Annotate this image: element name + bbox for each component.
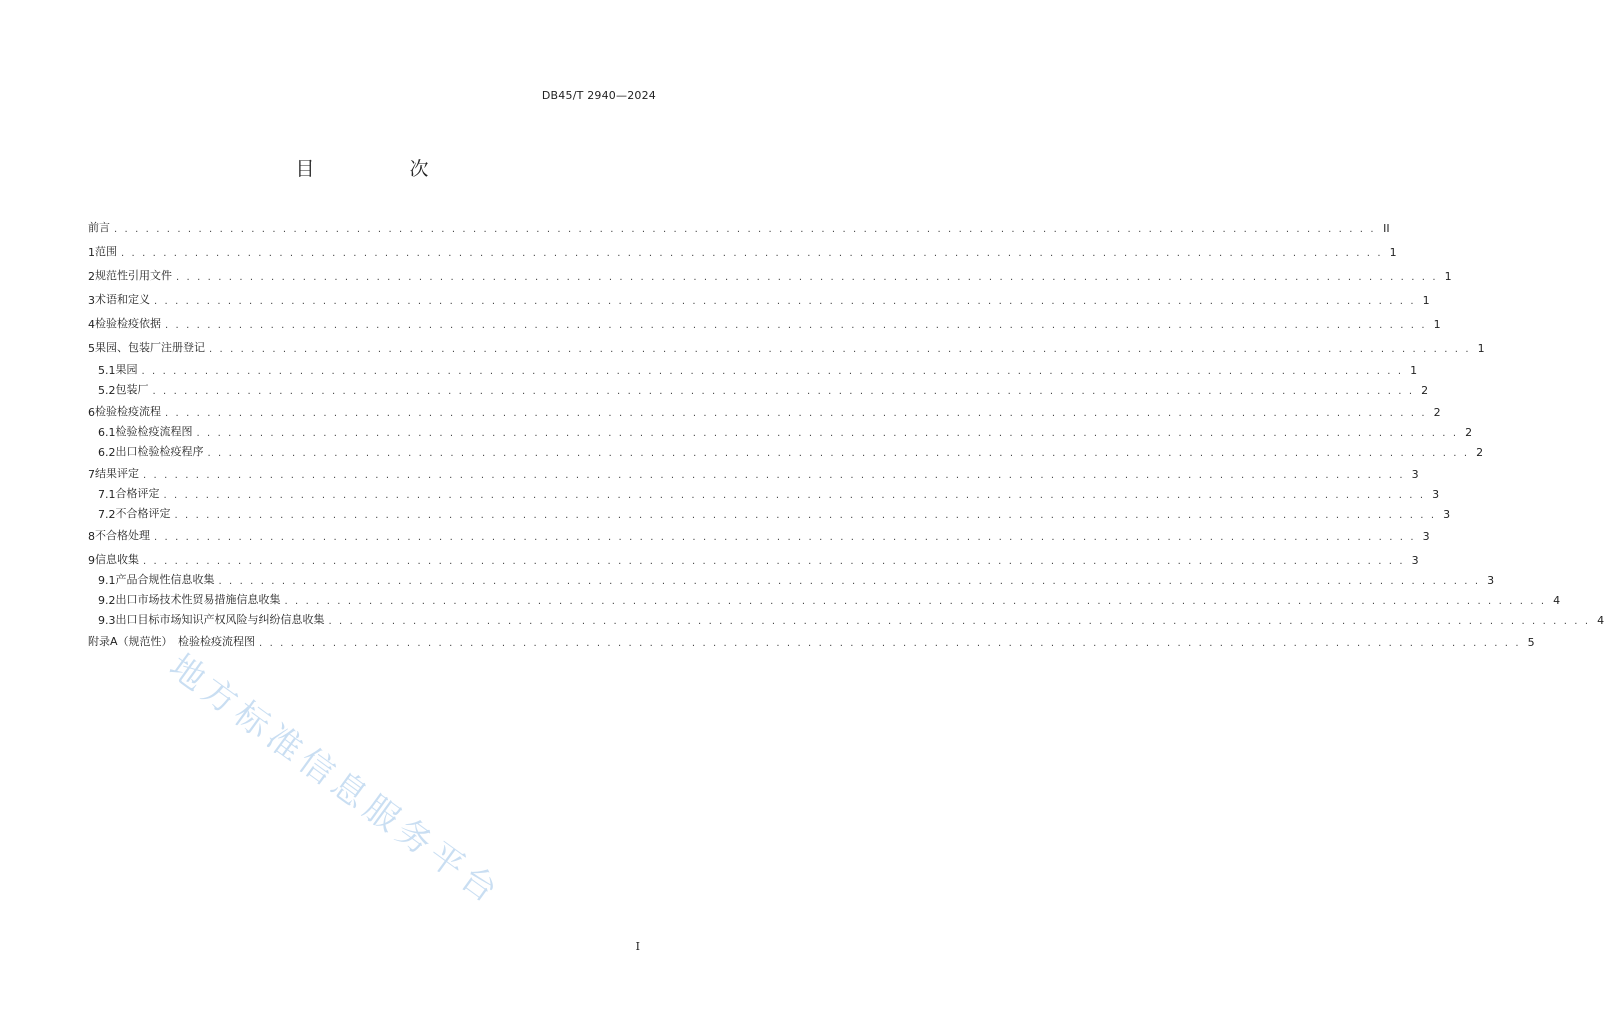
toc-entry-label: 不合格评定 bbox=[115, 507, 171, 520]
toc-entry-label: 果园 bbox=[115, 363, 138, 376]
toc-entry-number: 9 bbox=[88, 554, 95, 567]
toc-entry[interactable] bbox=[88, 549, 1419, 567]
toc-entry-number: 6 bbox=[88, 406, 95, 419]
toc-entry-page: 1 bbox=[1422, 294, 1430, 307]
toc-entry-label: 出口市场技术性贸易措施信息收集 bbox=[115, 593, 281, 606]
toc-entry[interactable] bbox=[98, 379, 1429, 397]
toc-entry-page: 3 bbox=[1443, 508, 1451, 521]
toc-entry-page: 2 bbox=[1421, 384, 1429, 397]
toc-entry-page: 2 bbox=[1465, 426, 1473, 439]
toc-leader-dots: . . . . . . . . . . . . . . . . . . . . . . . . . . . . . . . . . . . . . . . . . . . . . . . . . . . . . . . . . . . . . . . . . . . . . . . . . . . . . . . . . . . . . . . . . . . . . . . . . . . . . . . . . . . . . . . . . . . . . . . . bbox=[176, 272, 1438, 283]
toc-entry[interactable] bbox=[98, 441, 1484, 459]
toc-entry-label: 检验检疫依据 bbox=[95, 317, 161, 330]
toc-leader-dots: . . . . . . . . . . . . . . . . . . . . . . . . . . . . . . . . . . . . . . . . . . . . . . . . . . . . . . . . . . . . . . . . . . . . . . . . . . . . . . . . . . . . . . . . . . . . . . . . . . . . . . . . . . . . . . . . . . . . . . . . bbox=[121, 248, 1383, 259]
toc-leader-dots: . . . . . . . . . . . . . . . . . . . . . . . . . . . . . . . . . . . . . . . . . . . . . . . . . . . . . . . . . . . . . . . . . . . . . . . . . . . . . . . . . . . . . . . . . . . . . . . . . . . . . . . . . . . . . . . . . . . . . . . . bbox=[284, 596, 1547, 607]
toc-entry[interactable] bbox=[88, 463, 1419, 481]
toc-entry[interactable] bbox=[88, 217, 1390, 235]
toc-entry-number: 3 bbox=[88, 294, 95, 307]
toc-entry-page: 1 bbox=[1444, 270, 1452, 283]
toc-entry-label: 包装厂 bbox=[115, 383, 149, 396]
toc-entry[interactable] bbox=[88, 401, 1441, 419]
page-number: I bbox=[635, 940, 640, 953]
toc-leader-dots: . . . . . . . . . . . . . . . . . . . . . . . . . . . . . . . . . . . . . . . . . . . . . . . . . . . . . . . . . . . . . . . . . . . . . . . . . . . . . . . . . . . . . . . . . . . . . . . . . . . . . . . . . . . . . . . . . . . . . . . . bbox=[165, 320, 1427, 331]
toc-entry-page: 5 bbox=[1527, 636, 1535, 649]
toc-leader-dots: . . . . . . . . . . . . . . . . . . . . . . . . . . . . . . . . . . . . . . . . . . . . . . . . . . . . . . . . . . . . . . . . . . . . . . . . . . . . . . . . . . . . . . . . . . . . . . . . . . . . . . . . . . . . . . . . . . . . . . . . bbox=[207, 448, 1470, 459]
toc-entry[interactable] bbox=[88, 337, 1485, 355]
toc-entry-page: 1 bbox=[1410, 364, 1418, 377]
toc-leader-dots: . . . . . . . . . . . . . . . . . . . . . . . . . . . . . . . . . . . . . . . . . . . . . . . . . . . . . . . . . . . . . . . . . . . . . . . . . . . . . . . . . . . . . . . . . . . . . . . . . . . . . . . . . . . . . . . . . . . . . . . . bbox=[154, 296, 1416, 307]
toc-entry-number: 6.2 bbox=[98, 446, 116, 459]
toc-entry-page: 2 bbox=[1433, 406, 1441, 419]
toc-entry[interactable] bbox=[98, 359, 1418, 377]
toc-leader-dots: . . . . . . . . . . . . . . . . . . . . . . . . . . . . . . . . . . . . . . . . . . . . . . . . . . . . . . . . . . . . . . . . . . . . . . . . . . . . . . . . . . . . . . . . . . . . . . . . . . . . . . . . . . . . . . . . . . . . . . . . bbox=[154, 532, 1416, 543]
toc-entry-page: 3 bbox=[1487, 574, 1495, 587]
toc-entry[interactable] bbox=[98, 589, 1561, 607]
toc-entry-page: II bbox=[1383, 222, 1390, 235]
toc-entry-label: 产品合规性信息收集 bbox=[115, 573, 215, 586]
toc-entry-number: 5 bbox=[88, 342, 95, 355]
toc-leader-dots: . . . . . . . . . . . . . . . . . . . . . . . . . . . . . . . . . . . . . . . . . . . . . . . . . . . . . . . . . . . . . . . . . . . . . . . . . . . . . . . . . . . . . . . . . . . . . . . . . . . . . . . . . . . . . . . . . . . . . . . . bbox=[209, 344, 1471, 355]
toc-entry[interactable] bbox=[88, 241, 1397, 259]
toc-entry-number: 9.3 bbox=[98, 614, 116, 627]
toc-leader-dots: . . . . . . . . . . . . . . . . . . . . . . . . . . . . . . . . . . . . . . . . . . . . . . . . . . . . . . . . . . . . . . . . . . . . . . . . . . . . . . . . . . . . . . . . . . . . . . . . . . . . . . . . . . . . . . . . . . . . . . . . bbox=[114, 224, 1376, 235]
toc-entry-page: 3 bbox=[1432, 488, 1440, 501]
toc-entry-number: 2 bbox=[88, 270, 95, 283]
toc-entry-label: 出口目标市场知识产权风险与纠纷信息收集 bbox=[115, 613, 325, 626]
toc-entry-label: 检验检疫流程 bbox=[95, 405, 161, 418]
toc-entry-label: 信息收集 bbox=[95, 553, 139, 566]
toc-entry-label: 前言 bbox=[88, 221, 110, 234]
toc-leader-dots: . . . . . . . . . . . . . . . . . . . . . . . . . . . . . . . . . . . . . . . . . . . . . . . . . . . . . . . . . . . . . . . . . . . . . . . . . . . . . . . . . . . . . . . . . . . . . . . . . . . . . . . . . . . . . . . . . . . . . . . . bbox=[259, 638, 1521, 649]
toc-entry-number: 5.2 bbox=[98, 384, 116, 397]
toc-leader-dots: . . . . . . . . . . . . . . . . . . . . . . . . . . . . . . . . . . . . . . . . . . . . . . . . . . . . . . . . . . . . . . . . . . . . . . . . . . . . . . . . . . . . . . . . . . . . . . . . . . . . . . . . . . . . . . . . . . . . . . . . bbox=[218, 576, 1481, 587]
toc-entry-page: 3 bbox=[1411, 468, 1419, 481]
watermark-text: 地方标准信息服务平台 bbox=[161, 646, 509, 914]
toc-entry-label: 合格评定 bbox=[115, 487, 160, 500]
toc-entry-page: 1 bbox=[1433, 318, 1441, 331]
toc-entry[interactable] bbox=[98, 503, 1451, 521]
toc-entry[interactable] bbox=[88, 313, 1441, 331]
toc-leader-dots: . . . . . . . . . . . . . . . . . . . . . . . . . . . . . . . . . . . . . . . . . . . . . . . . . . . . . . . . . . . . . . . . . . . . . . . . . . . . . . . . . . . . . . . . . . . . . . . . . . . . . . . . . . . . . . . . . . . . . . . . bbox=[163, 490, 1426, 501]
toc-entry[interactable] bbox=[88, 289, 1430, 307]
toc-entry[interactable] bbox=[88, 631, 1535, 649]
toc-entry-number: 4 bbox=[88, 318, 95, 331]
toc-entry-number: 8 bbox=[88, 530, 95, 543]
toc-entry-label: 附录A（规范性） 检验检疫流程图 bbox=[88, 635, 256, 648]
toc-entry[interactable] bbox=[98, 421, 1473, 439]
toc-entry-label: 果园、包装厂注册登记 bbox=[95, 341, 205, 354]
toc-entry-number: 5.1 bbox=[98, 364, 116, 377]
toc-entry-number: 7.2 bbox=[98, 508, 116, 521]
toc-entry[interactable] bbox=[88, 265, 1452, 283]
toc-entry[interactable] bbox=[98, 609, 1604, 627]
toc-leader-dots: . . . . . . . . . . . . . . . . . . . . . . . . . . . . . . . . . . . . . . . . . . . . . . . . . . . . . . . . . . . . . . . . . . . . . . . . . . . . . . . . . . . . . . . . . . . . . . . . . . . . . . . . . . . . . . . . . . . . . . . . bbox=[196, 428, 1459, 439]
toc-leader-dots: . . . . . . . . . . . . . . . . . . . . . . . . . . . . . . . . . . . . . . . . . . . . . . . . . . . . . . . . . . . . . . . . . . . . . . . . . . . . . . . . . . . . . . . . . . . . . . . . . . . . . . . . . . . . . . . . . . . . . . . . bbox=[152, 386, 1415, 397]
toc-entry-number: 9.1 bbox=[98, 574, 116, 587]
toc-entry-page: 4 bbox=[1553, 594, 1561, 607]
toc-entry[interactable] bbox=[88, 525, 1430, 543]
toc-entry-label: 不合格处理 bbox=[95, 529, 150, 542]
toc-entry-page: 4 bbox=[1597, 614, 1604, 627]
toc-leader-dots: . . . . . . . . . . . . . . . . . . . . . . . . . . . . . . . . . . . . . . . . . . . . . . . . . . . . . . . . . . . . . . . . . . . . . . . . . . . . . . . . . . . . . . . . . . . . . . . . . . . . . . . . . . . . . . . . . . . . . . . . bbox=[165, 408, 1427, 419]
toc-entry[interactable] bbox=[98, 569, 1495, 587]
toc-entry-page: 1 bbox=[1477, 342, 1485, 355]
toc-entry-label: 术语和定义 bbox=[95, 293, 150, 306]
toc-entry-page: 3 bbox=[1411, 554, 1419, 567]
toc-leader-dots: . . . . . . . . . . . . . . . . . . . . . . . . . . . . . . . . . . . . . . . . . . . . . . . . . . . . . . . . . . . . . . . . . . . . . . . . . . . . . . . . . . . . . . . . . . . . . . . . . . . . . . . . . . . . . . . . . . . . . . . . bbox=[174, 510, 1437, 521]
toc-entry-number: 7 bbox=[88, 468, 95, 481]
toc-title: 目 次 bbox=[295, 158, 467, 180]
toc-entry-page: 1 bbox=[1389, 246, 1397, 259]
document-code: DB45/T 2940—2024 bbox=[541, 89, 656, 102]
toc-entry-label: 出口检验检疫程序 bbox=[115, 445, 204, 458]
toc-entry-label: 规范性引用文件 bbox=[95, 269, 172, 282]
toc-entry-label: 结果评定 bbox=[95, 467, 139, 480]
toc-entry-number: 7.1 bbox=[98, 488, 116, 501]
toc-entry-label: 范围 bbox=[95, 245, 117, 258]
toc-entry-page: 2 bbox=[1476, 446, 1484, 459]
toc-entry-number: 6.1 bbox=[98, 426, 116, 439]
toc-leader-dots: . . . . . . . . . . . . . . . . . . . . . . . . . . . . . . . . . . . . . . . . . . . . . . . . . . . . . . . . . . . . . . . . . . . . . . . . . . . . . . . . . . . . . . . . . . . . . . . . . . . . . . . . . . . . . . . . . . . . . . . . bbox=[141, 366, 1404, 377]
toc-entry-number: 9.2 bbox=[98, 594, 116, 607]
toc-entry-number: 1 bbox=[88, 246, 95, 259]
toc-entry-page: 3 bbox=[1422, 530, 1430, 543]
toc-leader-dots: . . . . . . . . . . . . . . . . . . . . . . . . . . . . . . . . . . . . . . . . . . . . . . . . . . . . . . . . . . . . . . . . . . . . . . . . . . . . . . . . . . . . . . . . . . . . . . . . . . . . . . . . . . . . . . . . . . . . . . . . bbox=[143, 470, 1405, 481]
toc-leader-dots: . . . . . . . . . . . . . . . . . . . . . . . . . . . . . . . . . . . . . . . . . . . . . . . . . . . . . . . . . . . . . . . . . . . . . . . . . . . . . . . . . . . . . . . . . . . . . . . . . . . . . . . . . . . . . . . . . . . . . . . . bbox=[328, 616, 1591, 627]
toc-leader-dots: . . . . . . . . . . . . . . . . . . . . . . . . . . . . . . . . . . . . . . . . . . . . . . . . . . . . . . . . . . . . . . . . . . . . . . . . . . . . . . . . . . . . . . . . . . . . . . . . . . . . . . . . . . . . . . . . . . . . . . . . bbox=[143, 556, 1405, 567]
toc-entry[interactable] bbox=[98, 483, 1440, 501]
toc-entry-label: 检验检疫流程图 bbox=[115, 425, 193, 438]
